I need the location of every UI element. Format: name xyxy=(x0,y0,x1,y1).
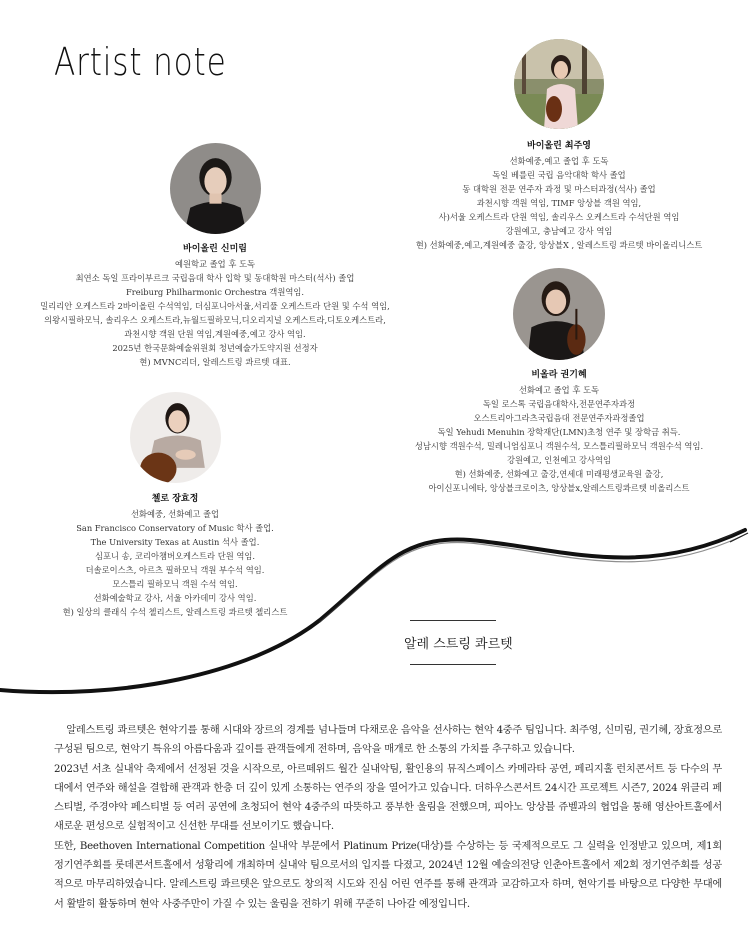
artist-bio-line: 선화예중, 선화예고 졸업 xyxy=(130,509,220,519)
artist-bio-line: 강원예고, 인천예고 강사역임 xyxy=(506,455,612,465)
artist-bio-line: 동 대학원 전문 연주자 과정 및 마스터과정(석사) 졸업 xyxy=(462,184,656,194)
artist-bio-line: 모스틀리 필하모닉 객원 수석 역임. xyxy=(112,579,238,589)
artist-bio-line: 의왕시필하모닉, 솔리우스 오케스트라,뉴월드필하모닉,디오리지널 오케스트라,디토오케스트라, xyxy=(44,315,386,325)
quartet-description xyxy=(54,721,722,914)
portrait-kwon xyxy=(513,268,605,360)
artist-bio-line: 과천시향 객원 단원 역임,계원예중,예고 강사 역임. xyxy=(124,329,306,339)
artist-bio-line: 더솔로이스츠, 아르츠 필하모닉 객원 부수석 역임. xyxy=(85,565,265,575)
artist-bio-line: Freiburg Philharmonic Orchestra 객원역임. xyxy=(126,287,304,297)
artist-bio-line: 독일 베를린 국립 음악대학 학사 졸업 xyxy=(492,170,626,180)
artist-bio-line: 강원예고, 충남예고 강사 역임 xyxy=(505,226,613,236)
portrait-choi-image xyxy=(514,39,604,129)
portrait-jang xyxy=(130,392,221,483)
artist-bio-line: 성남시향 객원수석, 밀레니엄심포니 객원수석, 모스틀리필하모닉 객원수석 역임. xyxy=(414,441,704,451)
portrait-choi xyxy=(514,39,604,129)
artist-name-shin: 바이올린 신미림 xyxy=(183,244,247,254)
artist-name-kwon: 비올라 권기혜 xyxy=(531,370,587,380)
artist-bio-line: 아이신포니에타, 앙상블크로이츠, 앙상블x,알레스트링콰르텟 비올리스트 xyxy=(428,483,690,493)
description-paragraph: 또한, Beethoven International Competition 실내악 부문에서 Platinum Prize(대상)를 수상하는 등 국제적으로도 그 실력을 인정받고 있으며, 제1회 정기연주회를 롯데콘서트홀에서 성황리에 개최하며 실내악 팀으로서의 입지를 다졌고, 2024년 12월 예술의전당 인춘아트홀에서 제2회 정기연주회를 성공적으로 마무리하였습니다. 알레스트링 콰르텟은 앞으로도 창의적 시도와 진심 어린 연주를 통해 관객과 교감하고자 하며, 현악기를 바탕으로 다양한 무대에서 활발히 활동하며 현악 사중주만이 가질 수 있는 울림을 전하기 위해 꾸준히 나아갈 예정입니다. xyxy=(54,840,722,910)
artist-bio-line: 과천시향 객원 역임, TIMF 앙상블 객원 역임, xyxy=(476,198,642,208)
description-paragraph: 2023년 서초 실내악 축제에서 선정된 것을 시작으로, 아르떼위드 월간 실내악팀, 활인용의 뮤직스페이스 카메라타 공연, 페리지홀 런치콘서트 등 다수의 무대에서 연주와 해설을 결합해 관객과 한층 더 깊이 있게 소통하는 연주의 장을 열어가고 있습니다. 더하우스콘서트 24시간 프로젝트 시즌7, 2024 위클리 페스티벌, 주경야악 페스티벌 등 여러 공연에 초청되어 현악 4중주의 따뜻하고 풍부한 울림을 전했으며, 피아노 앙상블 쥬벨과의 협업을 통해 영산아트홀에서 새로운 편성으로 실험적이고 신선한 무대를 선보이기도 했습니다. xyxy=(54,763,722,833)
artist-bio-line: 선화예고 졸업 후 도독 xyxy=(518,385,600,395)
artist-block-kwon xyxy=(394,368,724,495)
artist-bio-line: 사)서울 오케스트라 단원 역임, 솔리우스 오케스트라 수석단원 역임 xyxy=(438,212,680,222)
artist-bio-line: 예원학교 졸업 후 도독 xyxy=(174,259,256,269)
quartet-label-block xyxy=(404,620,513,665)
artist-bio-line: 현) 선화예중, 선화예고 출강,연세대 미래평생교육원 출강, xyxy=(454,469,664,479)
artist-bio-line: 독일 로스톡 국립음대학사,전문연주자과정 xyxy=(482,399,636,409)
artist-bio-line: 선화예술학교 강사, 서울 아카데미 강사 역임. xyxy=(93,593,257,603)
portrait-jang-image xyxy=(130,392,221,483)
artist-bio-line: The University Texas at Austin 석사 졸업. xyxy=(90,537,260,547)
artist-bio-line: 오스트리아그라츠국립음대 전문연주자과정졸업 xyxy=(473,413,645,423)
artist-bio-line: San Francisco Conservatory of Music 학사 졸업. xyxy=(76,523,274,533)
artist-bio-line: 밀리리안 오케스트라 2바이올린 수석역임, 더심포니아서울,서리풀 오케스트라 단원 및 수석 역임, xyxy=(40,301,390,311)
artist-bio-line: 현) MVNC리더, 알레스트링 콰르텟 대표. xyxy=(139,357,291,367)
artist-bio-line: 현) 선화예중,예고,계원예중 출강, 앙상블X , 알레스트링 콰르텟 바이올리니스트 xyxy=(415,240,703,250)
brush-wave-divider xyxy=(0,500,750,700)
artist-bio-line: 2025년 한국문화예술위원회 청년예술가도약지원 선정자 xyxy=(112,343,318,353)
page-title: Artist note xyxy=(54,40,227,84)
divider-bottom xyxy=(410,664,496,665)
artist-block-choi xyxy=(394,139,724,252)
artist-bio-line: 심포니 송, 코리아챔버오케스트라 단원 역임. xyxy=(94,551,256,561)
portrait-kwon-image xyxy=(513,268,605,360)
artist-bio-line: 독일 Yehudi Menuhin 장학재단(LMN)초청 연주 및 장학금 취득. xyxy=(437,427,681,437)
artist-bio-line: 현) 일상의 클래식 수석 첼리스트, 알레스트링 콰르텟 첼리스트 xyxy=(62,607,288,617)
artist-name-choi: 바이올린 최주영 xyxy=(527,141,591,151)
portrait-shin xyxy=(170,143,261,234)
description-paragraph: 알레스트링 콰르텟은 현악기를 통해 시대와 장르의 경계를 넘나들며 다채로운 음악을 선사하는 현악 4중주 팀입니다. 최주영, 신미림, 권기혜, 장효정으로 구성된 팀으로, 현악기 특유의 아름다움과 깊이를 관객들에게 전하며, 음악을 매개로 한 소통의 가치를 추구하고 있습니다. xyxy=(54,725,722,756)
portrait-shin-image xyxy=(170,143,261,234)
artist-bio-line: 선화예중,예고 졸업 후 도독 xyxy=(509,156,609,166)
artist-block-shin xyxy=(25,242,405,369)
quartet-name: 알레 스트링 콰르텟 xyxy=(404,637,513,652)
artist-bio-line: 최연소 독일 프라이부르크 국립음대 학사 입학 및 동대학원 마스터(석사) 졸업 xyxy=(75,273,355,283)
artist-name-jang: 첼로 장효정 xyxy=(151,494,199,504)
